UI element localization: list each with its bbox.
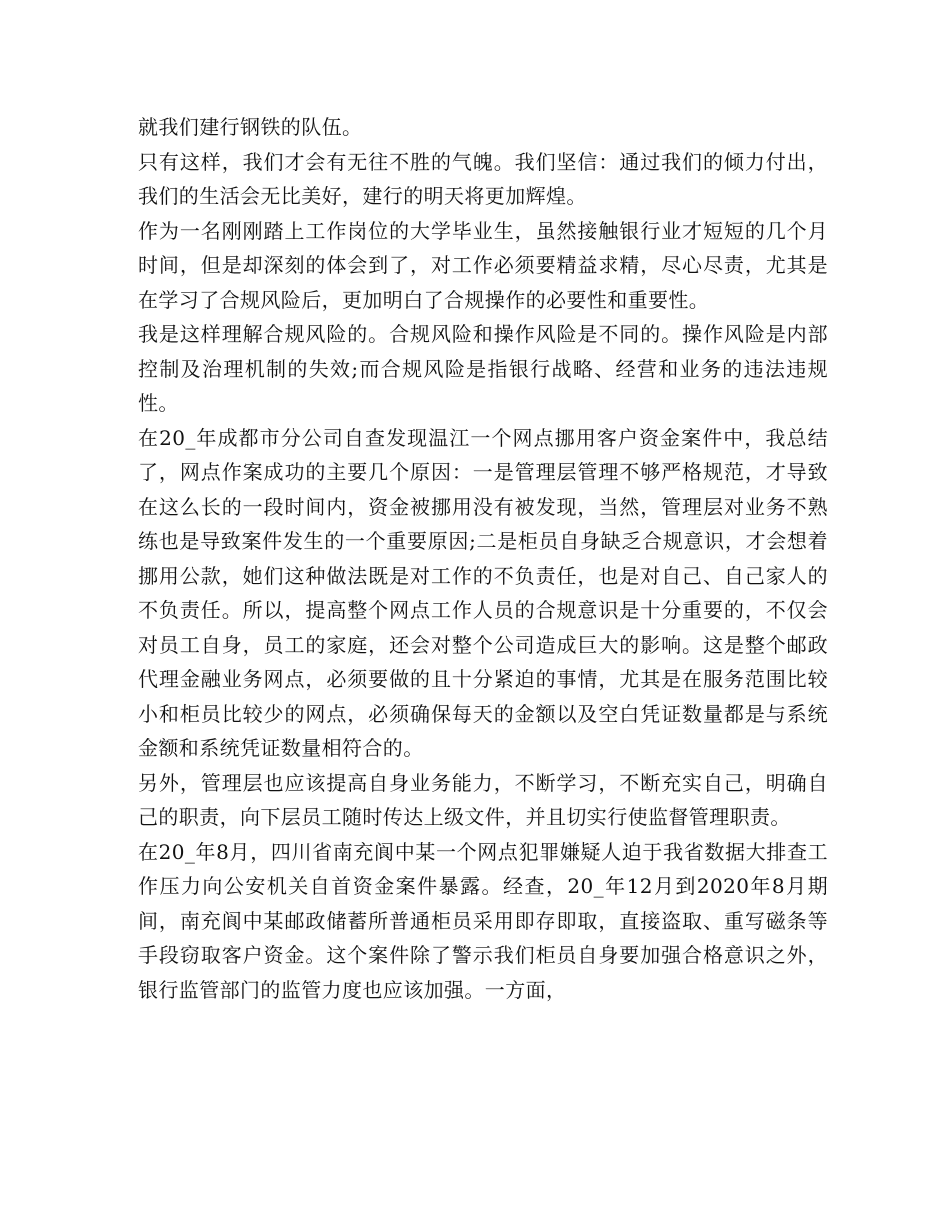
paragraph-7: 在20_年8月，四川省南充阆中某一个网点犯罪嫌疑人迫于我省数据大排查工作压力向公安机关自首资金案件暴露。经查，20_年12月到2020年8月期间，南充阆中某邮政储蓄所普通柜员采用即存即取，直接盗取、重写磁条等手段窃取客户资金。这个案件除了警示我们柜员自身要加强合格意识之外，银行监管部门的监管力度也应该加强。一方面， xyxy=(138,839,828,1002)
paragraph-4: 我是这样理解合规风险的。合规风险和操作风险是不同的。操作风险是内部控制及治理机制的失效;而合规风险是指银行战略、经营和业务的违法违规性。 xyxy=(138,322,828,415)
paragraph-2: 只有这样，我们才会有无往不胜的气魄。我们坚信：通过我们的倾力付出，我们的生活会无比美好，建行的明天将更加辉煌。 xyxy=(138,149,828,208)
paragraph-5: 在20_年成都市分公司自查发现温江一个网点挪用客户资金案件中，我总结了，网点作案成功的主要几个原因：一是管理层管理不够严格规范，才导致在这么长的一段时间内，资金被挪用没有被发现，当然，管理层对业务不熟练也是导致案件发生的一个重要原因;二是柜员自身缺乏合规意识，才会想着挪用公款，她们这种做法既是对工作的不负责任，也是对自己、自己家人的不负责任。所以，提高整个网点工作人员的合规意识是十分重要的，不仅会对员工自身，员工的家庭，还会对整个公司造成巨大的影响。这是整个邮政代理金融业务网点，必须要做的且十分紧迫的事情，尤其是在服务范围比较小和柜员比较少的网点，必须确保每天的金额以及空白凭证数量都是与系统金额和系统凭证数量相符合的。 xyxy=(138,425,828,760)
paragraph-6: 另外，管理层也应该提高自身业务能力，不断学习，不断充实自己，明确自己的职责，向下层员工随时传达上级文件，并且切实行使监督管理职责。 xyxy=(138,770,828,829)
paragraph-3: 作为一名刚刚踏上工作岗位的大学毕业生，虽然接触银行业才短短的几个月时间，但是却深刻的体会到了，对工作必须要精益求精，尽心尽责，尤其是在学习了合规风险后，更加明白了合规操作的必要性和重要性。 xyxy=(138,218,828,312)
paragraph-1: 就我们建行钢铁的队伍。 xyxy=(138,115,363,139)
document-body xyxy=(138,110,828,1007)
